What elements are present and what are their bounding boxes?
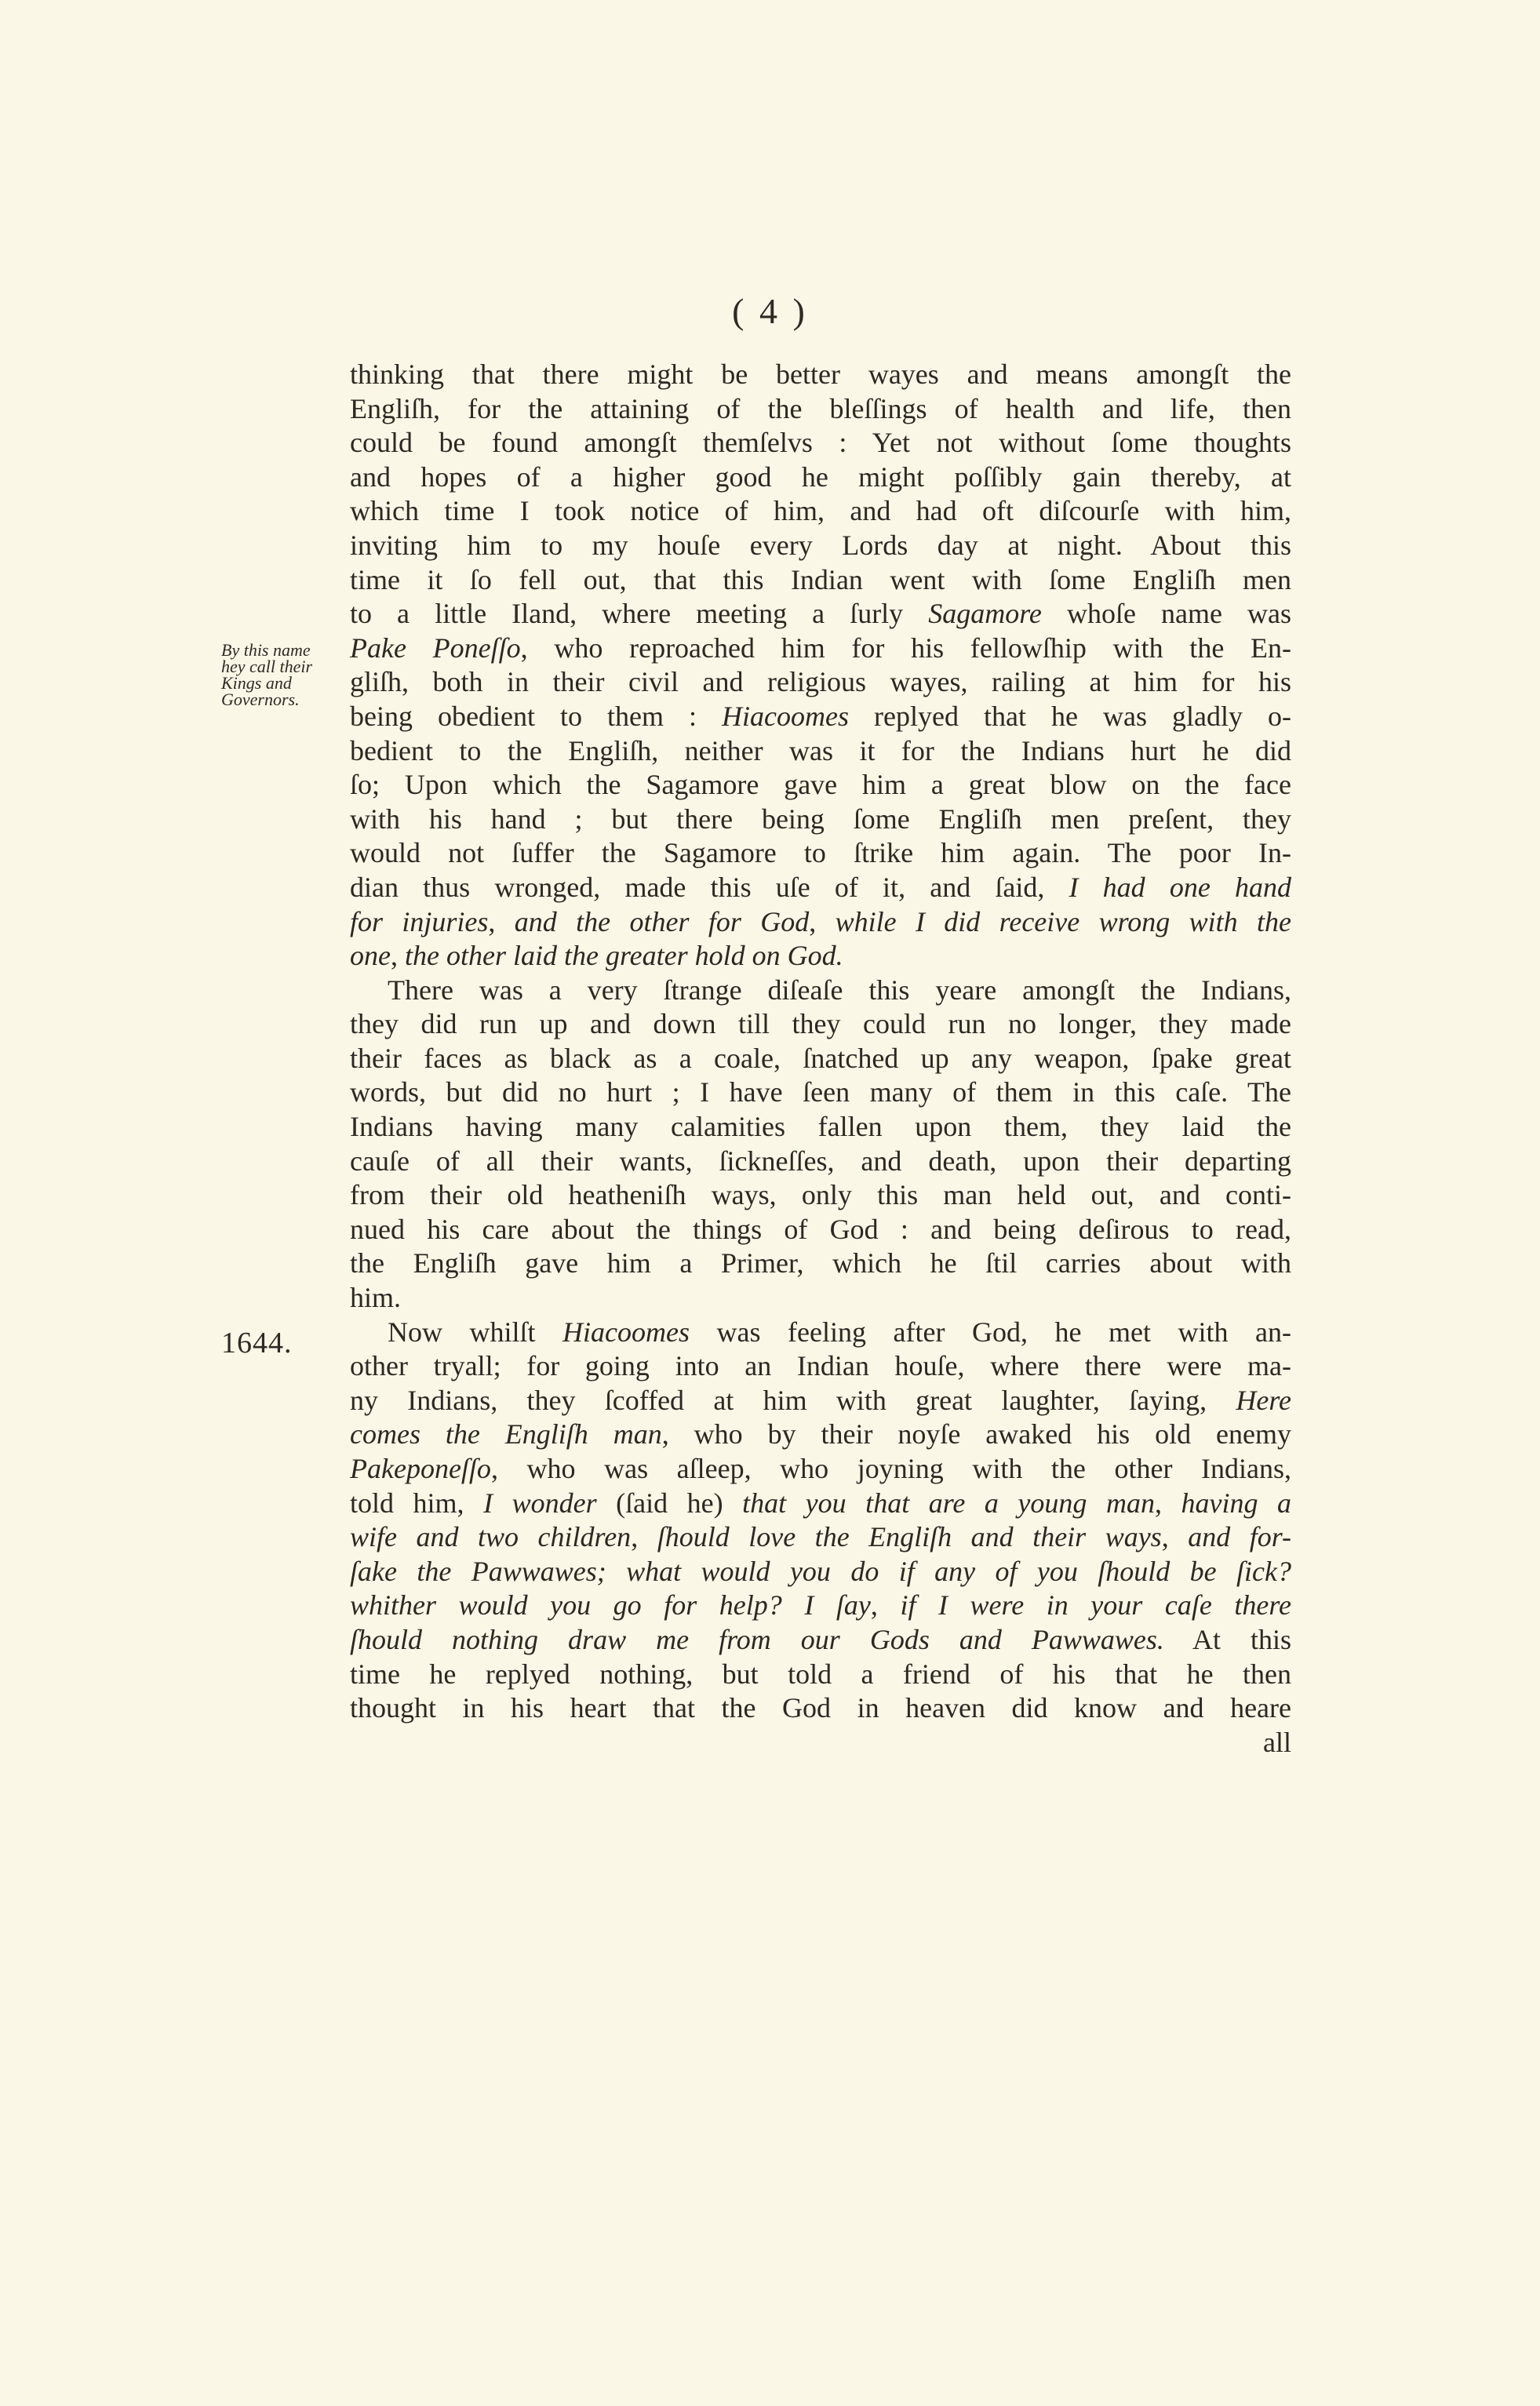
italic-text: whither would you go for help? I ſay <box>350 1589 871 1622</box>
italic-text: and for- <box>1188 1521 1292 1553</box>
text-line <box>350 1520 1291 1555</box>
margin-note-line: By this name <box>221 640 311 660</box>
text-line <box>350 665 1291 700</box>
text-line <box>350 1589 1291 1623</box>
roman-text: , who by their noyſe awaked his old enemy <box>661 1418 1291 1451</box>
roman-text: (ſaid he) <box>596 1487 743 1519</box>
roman-text: other tryall; for going into an Indian houſe, where there were ma- <box>350 1350 1291 1382</box>
margin-year: 1644. <box>221 1327 293 1360</box>
italic-text: Here <box>1236 1384 1291 1416</box>
roman-text: ny Indians, they ſcoffed at him with great laughter, ſaying, <box>350 1384 1236 1416</box>
italic-text: Pakeponeſſo <box>350 1453 491 1484</box>
roman-text: him. <box>350 1282 402 1314</box>
text-line <box>350 1316 1291 1350</box>
italic-text: Hiacoomes <box>562 1316 690 1348</box>
text-line <box>350 974 1291 1008</box>
italic-text: wife and two children <box>350 1521 632 1553</box>
roman-text: nued his care about the things of God : and being deſirous to read, <box>350 1213 1291 1245</box>
italic-text: I had one hand <box>1069 871 1291 903</box>
roman-text: , <box>809 905 836 937</box>
italic-text: for injuries <box>350 905 489 937</box>
italic-text: Sagamore <box>928 598 1042 630</box>
text-line <box>350 1007 1291 1042</box>
text-line <box>350 1452 1291 1487</box>
text-line <box>350 871 1291 905</box>
roman-text: replyed that he was gladly o- <box>849 700 1291 732</box>
text-line <box>350 1623 1291 1658</box>
roman-text: dian thus wronged, made this uſe of it, and ſaid, <box>350 871 1069 903</box>
text-line <box>350 905 1291 940</box>
roman-text: At this <box>1163 1623 1291 1655</box>
margin-note-line: Governors. <box>221 690 300 709</box>
text-line <box>350 1247 1291 1281</box>
roman-text: , who reproached him for his fellowſhip with the En- <box>520 632 1291 664</box>
roman-text: , <box>870 1589 901 1622</box>
text-line <box>350 358 1291 392</box>
roman-text: their faces as black as a coale, ſnatched up any weapon, ſpake great <box>350 1042 1291 1074</box>
text-line <box>350 1487 1291 1521</box>
text-line <box>350 1726 1291 1760</box>
roman-text: thinking that there might be better wayes and means amongſt the <box>350 359 1291 390</box>
roman-text: all <box>1263 1726 1291 1758</box>
roman-text: , who was aſleep, who joyning with the other Indians, <box>490 1453 1291 1484</box>
roman-text: , <box>1154 1487 1181 1519</box>
text-line <box>350 597 1291 632</box>
text-line <box>350 1042 1291 1076</box>
roman-text: cauſe of all their wants, ſickneſſes, and death, upon their departing <box>350 1145 1291 1177</box>
italic-text: one <box>350 940 391 972</box>
roman-text: with his hand ; but there being ſome Engliſh men preſent, they <box>350 803 1291 835</box>
roman-text: the Engliſh gave him a Primer, which he ſtil carries about with <box>350 1247 1291 1279</box>
text-line <box>350 1213 1291 1247</box>
roman-text: could be found amongſt themſelvs : Yet not without ſome thoughts <box>350 427 1291 459</box>
roman-text: bedient to the Engliſh, neither was it for the Indians hurt he did <box>350 734 1291 766</box>
text-line <box>350 1110 1291 1145</box>
text-line <box>350 836 1291 871</box>
roman-text: , <box>390 940 405 972</box>
italic-text: comes the Engliſh man <box>350 1418 662 1451</box>
text-line <box>350 939 1291 974</box>
roman-text: time it ſo fell out, that this Indian went with ſome Engliſh men <box>350 563 1291 595</box>
roman-text: , <box>1161 1521 1189 1553</box>
italic-text: Hiacoomes <box>722 700 849 732</box>
text-line <box>350 1178 1291 1213</box>
body-text <box>350 358 1291 1760</box>
roman-text: gliſh, both in their civil and religious wayes, railing at him for his <box>350 666 1291 698</box>
page-number: ( 4 ) <box>732 291 808 331</box>
italic-text: the other laid the greater hold on God. <box>404 940 843 972</box>
roman-text: and hopes of a higher good he might poſſibly gain thereby, at <box>350 460 1291 493</box>
text-line <box>350 1076 1291 1110</box>
roman-text: from their old heatheniſh ways, only this man held out, and conti- <box>350 1179 1291 1211</box>
roman-text: they did run up and down till they could run no longer, they made <box>350 1008 1291 1040</box>
text-line <box>350 426 1291 460</box>
roman-text: thought in his heart that the God in heaven did know and heare <box>350 1692 1291 1724</box>
text-line <box>350 1418 1291 1452</box>
text-line <box>350 1145 1291 1179</box>
margin-note-line: Kings and <box>221 673 292 693</box>
roman-text: Indians having many calamities fallen upon them, they laid the <box>350 1111 1291 1143</box>
italic-text: ſake the Pawwawes; what would you do if any of you ſhould be ſick? <box>350 1555 1291 1587</box>
roman-text: , <box>488 905 515 937</box>
text-line <box>350 1691 1291 1726</box>
text-line <box>350 392 1291 427</box>
italic-text: that you that are a young man <box>742 1487 1155 1519</box>
text-line <box>350 460 1291 495</box>
italic-text: and the other for God <box>514 905 810 937</box>
italic-text: while I did receive wrong with the <box>835 905 1292 937</box>
italic-text: ſhould love the Engliſh and their ways <box>657 1521 1162 1553</box>
text-line <box>350 1658 1291 1692</box>
roman-text: whoſe name was <box>1041 598 1291 630</box>
text-line <box>350 803 1291 837</box>
text-line <box>350 632 1291 666</box>
roman-text: ſo; Upon which the Sagamore gave him a great blow on the face <box>350 769 1291 801</box>
roman-text: told him, <box>350 1487 484 1519</box>
italic-text: having a <box>1181 1487 1291 1519</box>
roman-text: , <box>631 1521 657 1553</box>
roman-text: was feeling after God, he met with an- <box>690 1316 1291 1348</box>
margin-note-line: hey call their <box>221 657 313 676</box>
roman-text: Engliſh, for the attaining of the bleſſings of health and life, then <box>350 392 1291 424</box>
roman-text: time he replyed nothing, but told a friend of his that he then <box>350 1658 1291 1690</box>
italic-text: Pake Poneſſo <box>350 632 521 664</box>
text-line <box>350 700 1291 734</box>
italic-text: I wonder <box>483 1487 597 1519</box>
text-line <box>350 734 1291 769</box>
roman-text: There was a very ſtrange diſeaſe this yeare amongſt the Indians, <box>388 974 1291 1006</box>
text-line <box>350 563 1291 598</box>
text-line <box>350 529 1291 563</box>
roman-text: to a little Iland, where meeting a ſurly <box>350 598 929 630</box>
roman-text: would not ſuffer the Sagamore to ſtrike him again. The poor In- <box>350 837 1291 869</box>
italic-text: if I were in your caſe there <box>900 1589 1292 1622</box>
text-line <box>350 1281 1291 1316</box>
text-line <box>350 1349 1291 1384</box>
text-line <box>350 1384 1291 1418</box>
roman-text: which time I took notice of him, and had oft diſcourſe with him, <box>350 495 1291 527</box>
text-line <box>350 494 1291 529</box>
roman-text: Now whilſt <box>388 1316 563 1348</box>
margin-note <box>221 642 347 708</box>
roman-text: being obedient to them : <box>350 700 723 732</box>
roman-text: words, but did no hurt ; I have ſeen many of them in this caſe. The <box>350 1076 1291 1108</box>
roman-text: inviting him to my houſe every Lords day at night. About this <box>350 529 1291 561</box>
text-line <box>350 1555 1291 1589</box>
italic-text: ſhould nothing draw me from our Gods and Pawwawes. <box>350 1623 1164 1655</box>
text-line <box>350 768 1291 803</box>
